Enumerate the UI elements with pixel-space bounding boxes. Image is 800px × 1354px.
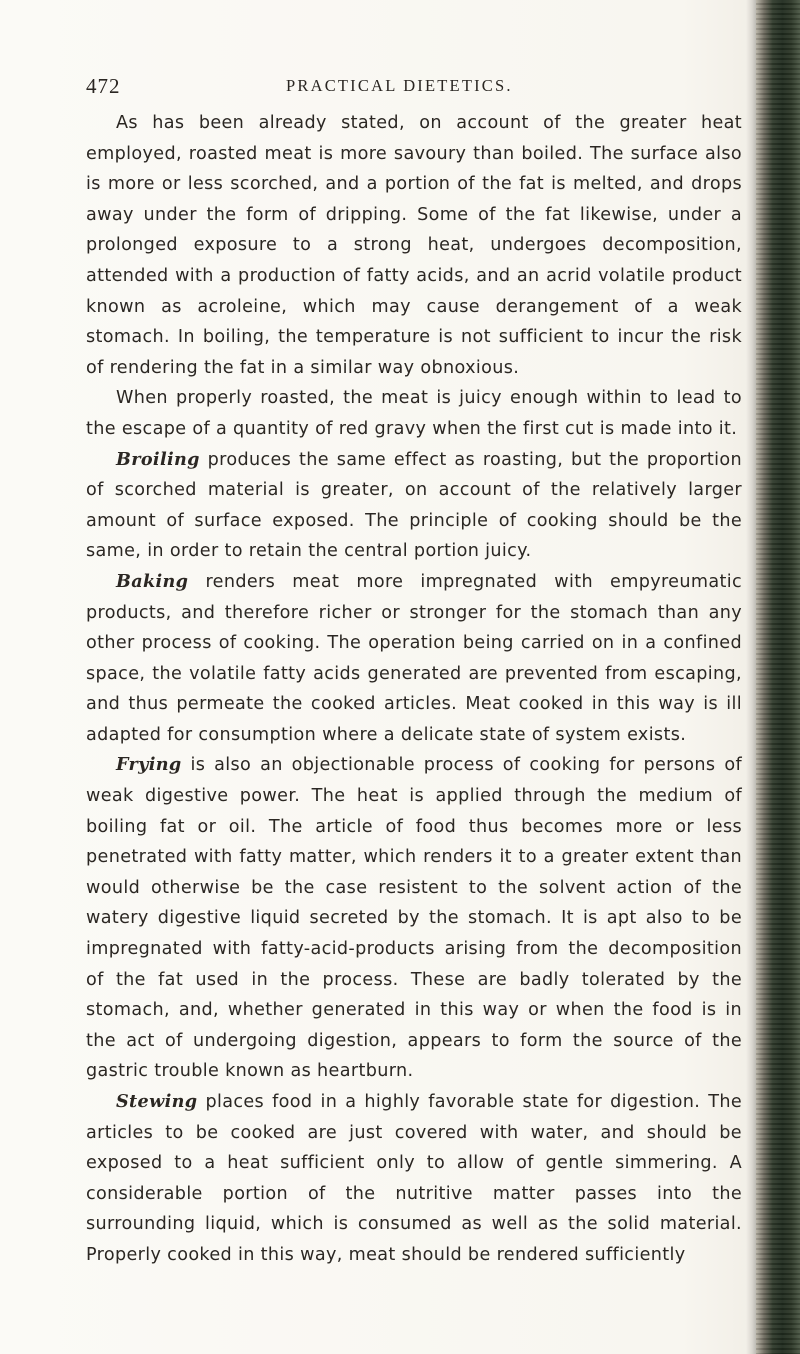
running-title: PRACTICAL DIETETICS. — [286, 76, 513, 95]
paragraph-text: is also an objectionable process of cooking for persons of weak digestive power. The heat is applied through the medium of boiling fat or oil. The article of food thus becomes more or less penetrated with fatty matter, which renders it to a greater extent than would otherwise be the case resistent to the solvent action of the watery digestive liquid secreted by the stomach. It is apt also to be impregnated with fatty-acid-products arising from the decomposition of the fat used in the process. These are badly tolerated by the stomach, and, whether generated in this way or when the food is in the act of undergoing digestion, appears to form the source of the gastric trouble known as heartburn. — [86, 755, 742, 1082]
paragraph-text: renders meat more impregnated with empyreumatic products, and therefore richer or stronger for the stomach than any other process of cooking. The operation being carried on in a confined space, the volatile fatty acids generated are prevented from escaping, and thus permeate the cooked articles. Meat cooked in this way is ill adapted for consumption where a delicate state of system exists. — [86, 571, 742, 745]
page-number: 472 — [86, 74, 121, 98]
paragraph-lead-broiling: Broiling — [116, 448, 200, 470]
paragraph-roasting-juicy — [86, 383, 742, 444]
binding-shadow — [746, 0, 756, 1354]
paragraph-stewing — [86, 1087, 742, 1271]
paragraph-lead-frying: Frying — [116, 754, 182, 776]
paragraph-text: When properly roasted, the meat is juicy enough within to lead to the escape of a quantity of red gravy when the first cut is made into it. — [86, 388, 742, 439]
paragraph-text: As has been already stated, on account of the greater heat employed, roasted meat is more savoury than boiled. The surface also is more or less scorched, and a portion of the fat is melted, and drops away under the form of dripping. Some of the fat likewise, under a prolonged exposure to a strong heat, undergoes decomposition, attended with a production of fatty acids, and an acrid volatile product known as acroleine, which may cause derangement of a weak stomach. In boiling, the temperature is not sufficient to incur the risk of rendering the fat in a similar way obnoxious. — [86, 113, 742, 378]
paragraph-text: places food in a highly favorable state for digestion. The articles to be cooked are just covered with water, and should be exposed to a heat sufficient only to allow of gentle simmering. A considerable portion of the nutritive matter passes into the surrounding liquid, which is consumed as well as the solid material. Properly cooked in this way, meat should be rendered sufficiently — [86, 1092, 742, 1265]
paragraph-lead-stewing: Stewing — [116, 1091, 198, 1112]
paragraph-baking — [86, 567, 742, 751]
paragraph-frying — [86, 750, 742, 1087]
paragraph-roasting — [86, 108, 742, 383]
paragraph-text: produces the same effect as roasting, but the proportion of scorched material is greater, on account of the relatively larger amount of surface exposed. The principle of cooking should be the same, in order to retain the central portion juicy. — [86, 449, 742, 562]
paragraph-broiling — [86, 445, 742, 567]
book-spine-edge — [756, 0, 800, 1354]
running-head — [86, 74, 746, 100]
paragraph-lead-baking: Baking — [116, 570, 189, 592]
body-text — [86, 108, 742, 1271]
